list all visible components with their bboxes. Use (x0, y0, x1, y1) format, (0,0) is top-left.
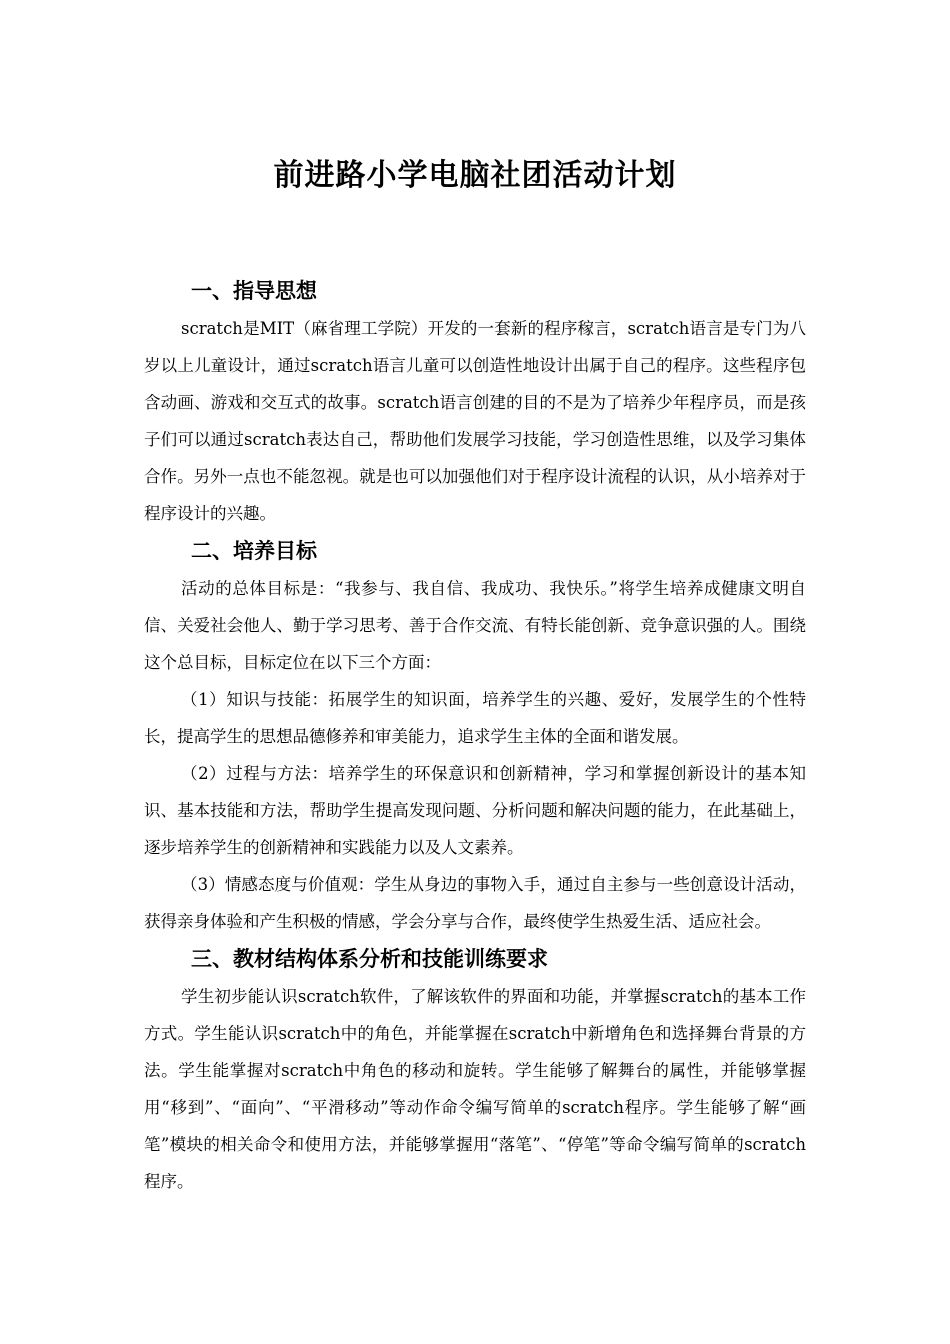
section-heading-guiding-idea: 一、指导思想 (191, 279, 317, 303)
section-heading-curriculum: 三、教材结构体系分析和技能训练要求 (191, 947, 548, 971)
paragraph-goal-knowledge: （1）知识与技能：拓展学生的知识面，培养学生的兴趣、爱好，发展学生的个性特长，提高学生的思想品德修养和审美能力，追求学生主体的全面和谐发展。 (144, 690, 806, 746)
section-heading-goals: 二、培养目标 (191, 539, 317, 563)
paragraph-goal-process: （2）过程与方法：培养学生的环保意识和创新精神，学习和掌握创新设计的基本知识、基本技能和方法，帮助学生提高发现问题、分析问题和解决问题的能力，在此基础上，逐步培养学生的创新精神和实践能力以及人文素养。 (144, 764, 806, 857)
document-body (144, 272, 806, 1200)
paragraph-goals-intro: 活动的总体目标是：“我参与、我自信、我成功、我快乐。”将学生培养成健康文明自信、关爱社会他人、勤于学习思考、善于合作交流、有特长能创新、竞争意识强的人。围绕这个总目标，目标定位在以下三个方面： (144, 579, 806, 672)
paragraph-goal-emotion: （3）情感态度与价值观：学生从身边的事物入手，通过自主参与一些创意设计活动，获得亲身体验和产生积极的情感，学会分享与合作，最终使学生热爱生活、适应社会。 (144, 875, 806, 931)
paragraph-curriculum: 学生初步能认识scratch软件，了解该软件的界面和功能，并掌握scratch的基本工作方式。学生能认识scratch中的角色，并能掌握在scratch中新增角色和选择舞台背景的方法。学生能掌握对scratch中角色的移动和旋转。学生能够了解舞台的属性，并能够掌握用“移到”、“面向”、“平滑移动”等动作命令编写简单的scratch程序。学生能够了解“画笔”模块的相关命令和使用方法，并能够掌握用“落笔”、“停笔”等命令编写简单的scratch程序。 (144, 987, 806, 1191)
document-title: 前进路小学电脑社团活动计划 (273, 158, 677, 193)
paragraph-guiding-idea: scratch是MIT（麻省理工学院）开发的一套新的程序稼言，scratch语言是专门为八岁以上儿童设计，通过scratch语言儿童可以创造性地设计出属于自己的程序。这些程序包含动画、游戏和交互式的故事。scratch语言创建的目的不是为了培养少年程序员，而是孩子们可以通过scratch表达自己，帮助他们发展学习技能，学习创造性思维，以及学习集体合作。另外一点也不能忽视。就是也可以加强他们对于程序设计流程的认识，从小培养对于程序设计的兴趣。 (144, 319, 806, 523)
